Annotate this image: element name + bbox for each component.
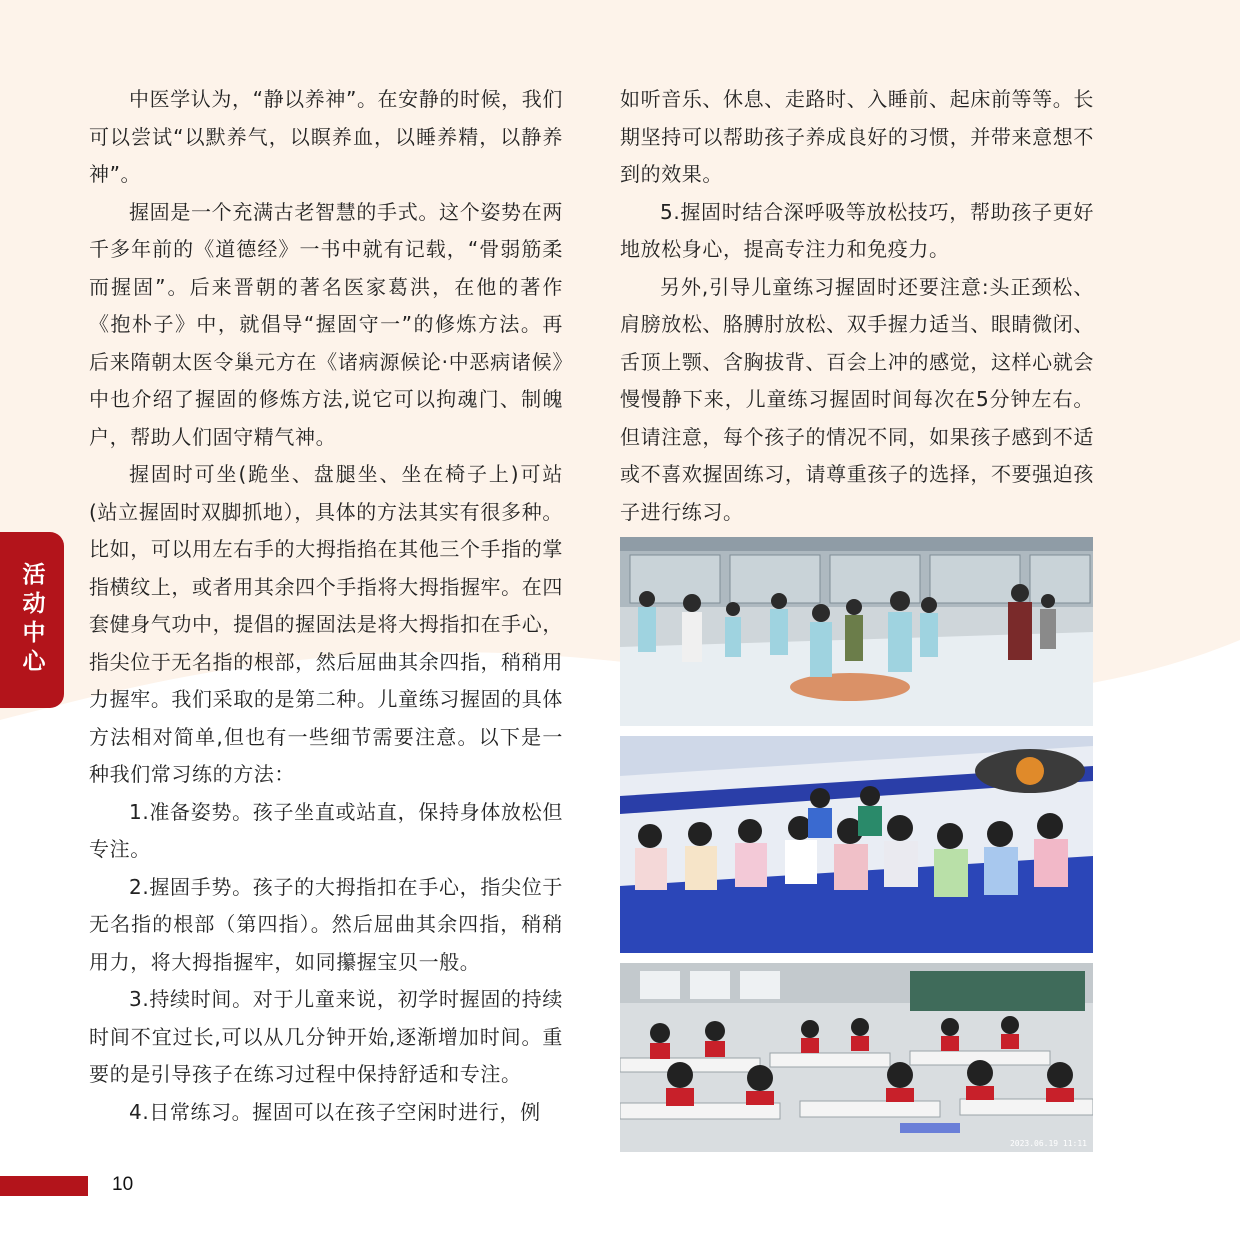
list-item: 1.准备姿势。孩子坐直或站直，保持身体放松但专注。: [89, 799, 563, 861]
right-text-column: [620, 81, 1094, 531]
list-item: 2.握固手势。孩子的大拇指扣在手心，指尖位于无名指的根部（第四指）。然后屈曲其余四指，稍稍用力，将大拇指握牢，如同攥握宝贝一般。: [89, 874, 563, 974]
footer-bar: [0, 1176, 88, 1196]
section-tab: [0, 532, 64, 708]
paragraph: 中医学认为，“静以养神”。在安静的时候，我们可以尝试“以默养气，以瞑养血，以睡养精，以静养神”。: [89, 87, 563, 186]
section-tab-label: 活动中心: [18, 562, 45, 678]
photo-classroom-practice: [620, 963, 1093, 1152]
page-number: 10: [112, 1174, 134, 1195]
left-text-column: [89, 81, 563, 1131]
list-item: 4.日常练习。握固可以在孩子空闲时进行，例: [129, 1099, 541, 1124]
paragraph: 另外,引导儿童练习握固时还要注意:头正颈松、肩膀放松、胳膊肘放松、双手握力适当、眼睛微闭、舌顶上颚、含胸拔背、百会上冲的感觉，这样心就会慢慢静下来，儿童练习握固时间每次在5分钟左右。但请注意，每个孩子的情况不同，如果孩子感到不适或不喜欢握固练习，请尊重孩子的选择，不要强迫孩子进行练习。: [620, 274, 1094, 524]
photo-standing-practice: [620, 537, 1093, 726]
paragraph-continuation: 如听音乐、休息、走路时、入睡前、起床前等等。长期坚持可以帮助孩子养成良好的习惯，并带来意想不到的效果。: [620, 87, 1094, 186]
paragraph: 握固时可坐(跪坐、盘腿坐、坐在椅子上)可站(站立握固时双脚抓地），具体的方法其实有很多种。比如，可以用左右手的大拇指掐在其他三个手指的掌指横纹上，或者用其余四个手指将大拇指握牢。在四套健身气功中，提倡的握固法是将大拇指扣在手心，指尖位于无名指的根部，然后屈曲其余四指，稍稍用力握牢。我们采取的是第二种。儿童练习握固的具体方法相对简单,但也有一些细节需要注意。以下是一种我们常习练的方法：: [89, 462, 563, 786]
list-item: 5.握固时结合深呼吸等放松技巧，帮助孩子更好地放松身心，提高专注力和免疫力。: [620, 199, 1094, 261]
paragraph: 握固是一个充满古老智慧的手式。这个姿势在两千多年前的《道德经》一书中就有记载，“骨弱筋柔而握固”。后来晋朝的著名医家葛洪，在他的著作《抱朴子》中，就倡导“握固守一”的修炼方法。再后来隋朝太医令巢元方在《诸病源候论·中恶病诸候》中也介绍了握固的修炼方法,说它可以拘魂门、制魄户，帮助人们固守精气神。: [89, 199, 563, 449]
photo-seated-practice: [620, 736, 1093, 953]
photo-timestamp: 2023.06.19 11:11: [1009, 1139, 1087, 1148]
list-item: 3.持续时间。对于儿童来说，初学时握固的持续时间不宜过长,可以从几分钟开始,逐渐增加时间。重要的是引导孩子在练习过程中保持舒适和专注。: [89, 987, 563, 1086]
